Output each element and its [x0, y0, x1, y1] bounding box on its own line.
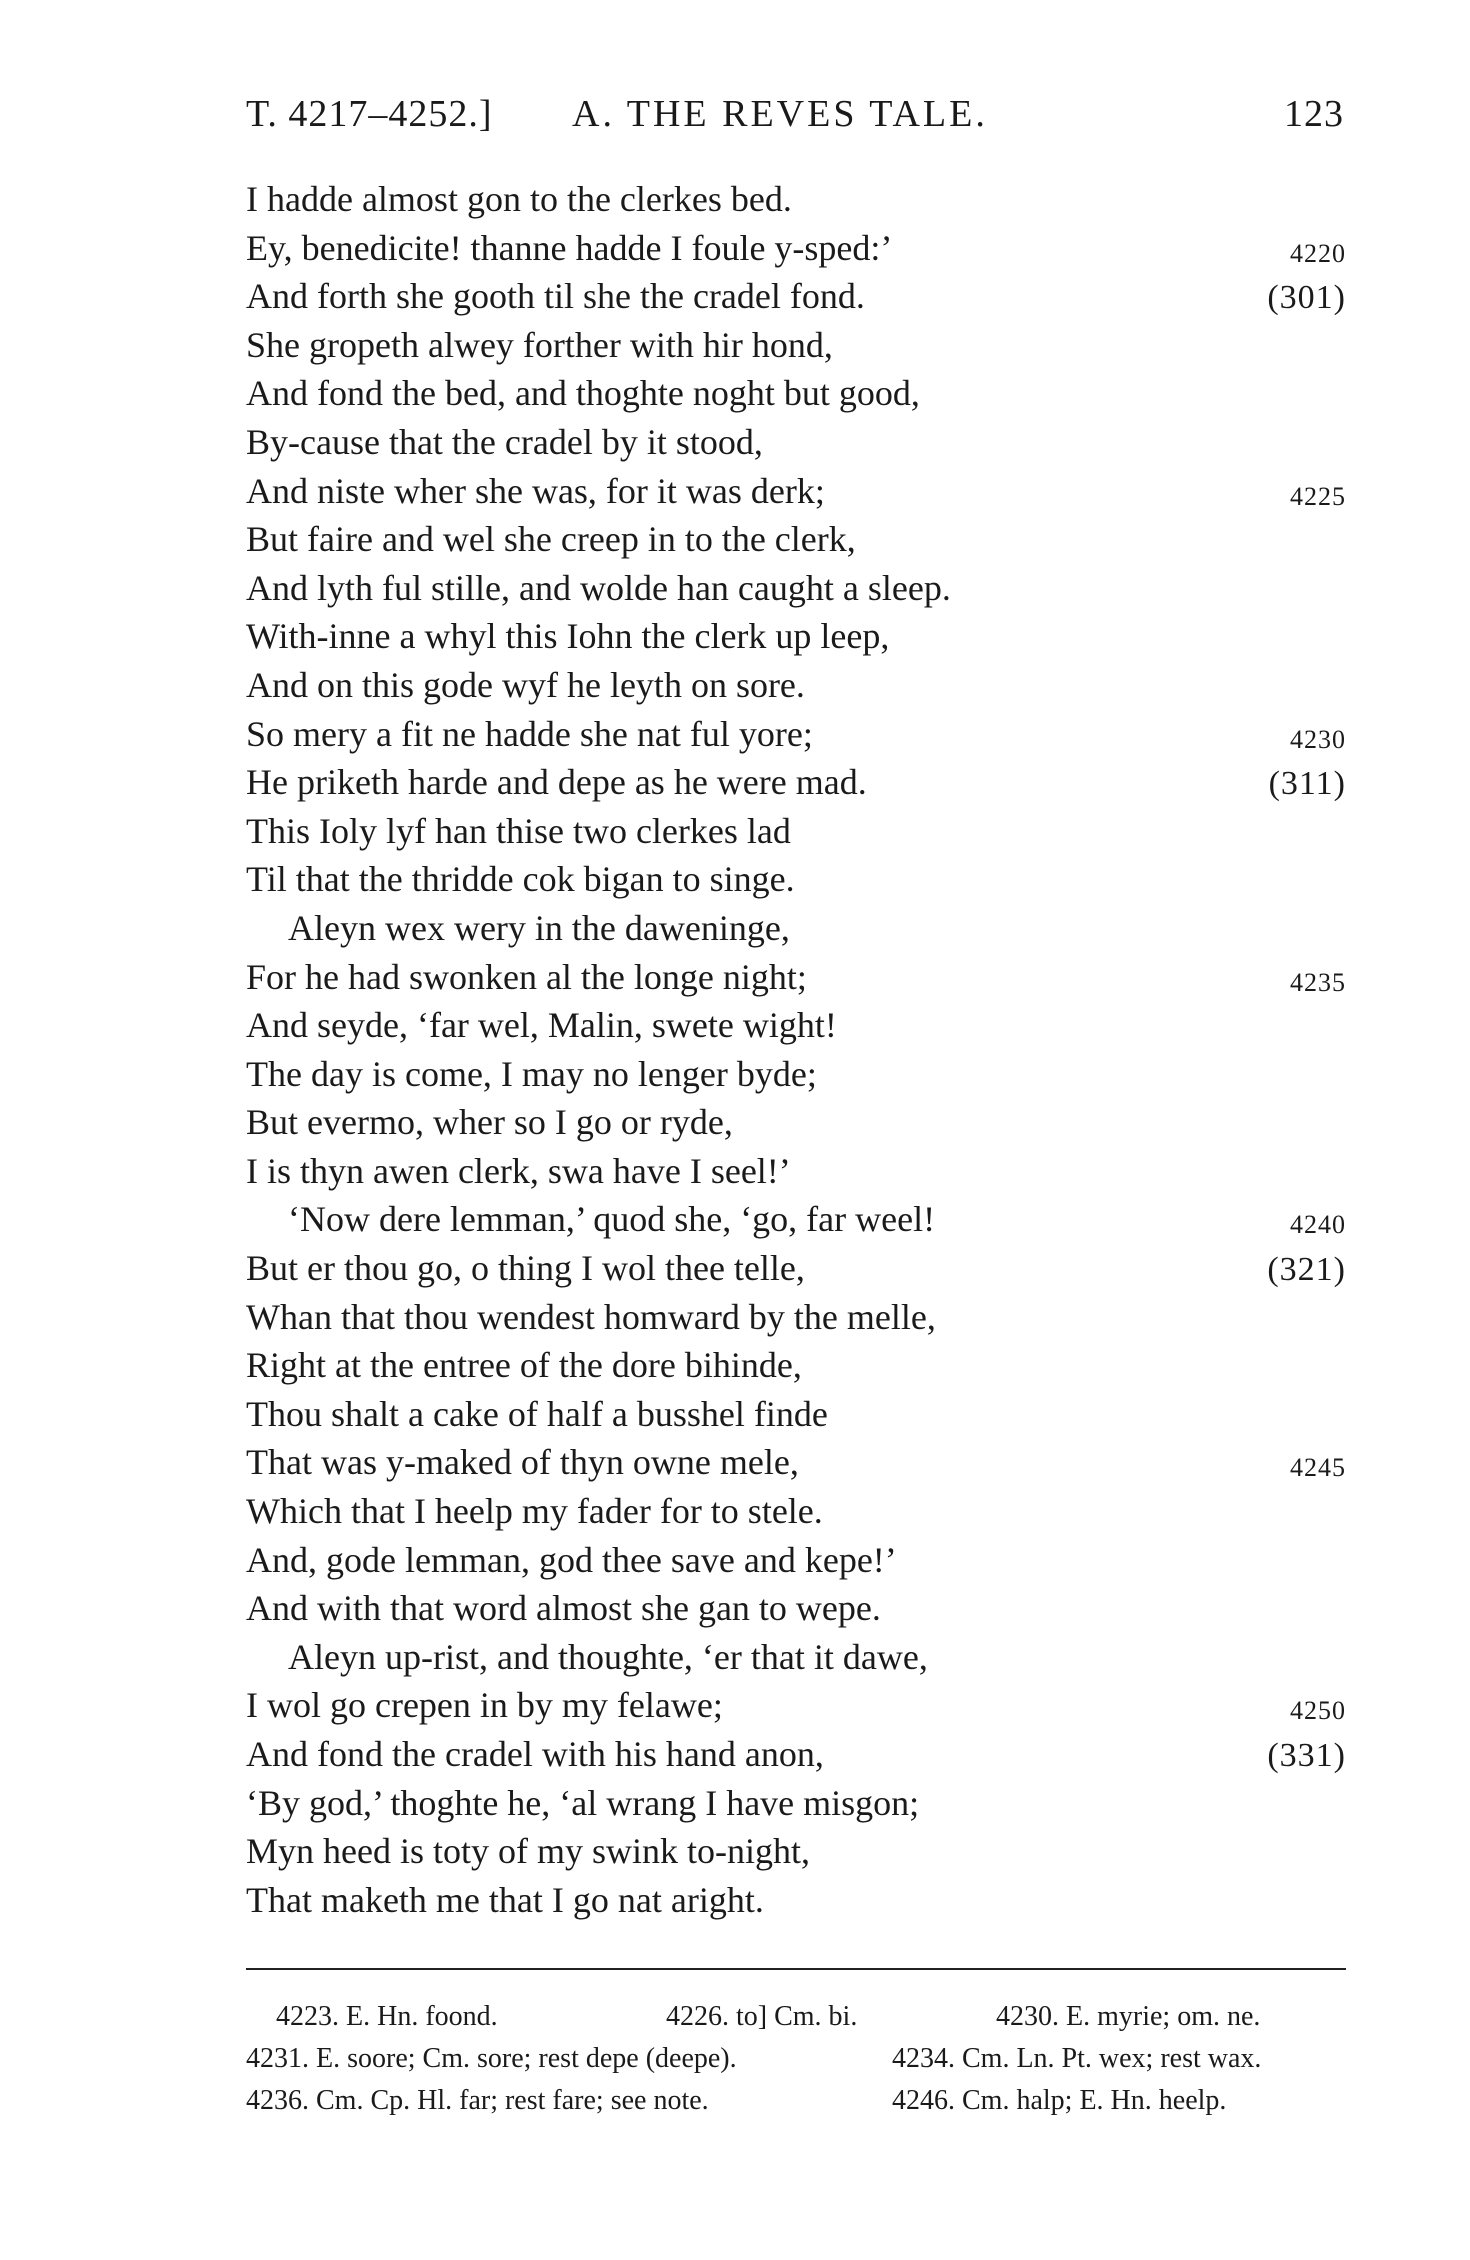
verse-line: [246, 1195, 1346, 1244]
footnote-row: [246, 2038, 1346, 2080]
verse-line: [246, 904, 1346, 953]
line-number: 4245: [1290, 1453, 1346, 1483]
verse-text: Til that the thridde cok bigan to singe.: [246, 859, 795, 900]
verse-text: But er thou go, o thing I wol thee telle,: [246, 1248, 805, 1289]
verse-text: And on this gode wyf he leyth on sore.: [246, 664, 805, 705]
footnote-row: [246, 2080, 1346, 2122]
verse-text: But faire and wel she creep in to the clerk,: [246, 519, 856, 560]
verse-line: [246, 515, 1346, 564]
header-title: A. THE REVES TALE.: [572, 93, 988, 135]
verse-line: [246, 1293, 1346, 1342]
footnote: 4230. E. myrie; om. ne.: [996, 2001, 1261, 2032]
verse-line: [246, 1827, 1346, 1876]
verse-line: [246, 1633, 1346, 1682]
verse-text: ‘By god,’ thoghte he, ‘al wrang I have misgon;: [246, 1782, 920, 1823]
verse-text: And forth she gooth til she the cradel fond.: [246, 276, 865, 317]
verse-text: The day is come, I may no lenger byde;: [246, 1053, 817, 1094]
section-line-number: (321): [1267, 1251, 1346, 1289]
verse-text: And seyde, ‘far wel, Malin, swete wight!: [246, 1005, 837, 1046]
verse-line: [246, 1730, 1346, 1779]
verse-line: [246, 1390, 1346, 1439]
section-line-number: (301): [1267, 279, 1346, 317]
verse-line: [246, 758, 1346, 807]
page-number: 123: [1284, 93, 1344, 135]
verse-text: So mery a fit ne hadde she nat ful yore;: [246, 713, 813, 754]
verse-line: [246, 855, 1346, 904]
verse-line: [246, 1001, 1346, 1050]
verse-text: And fond the bed, and thoghte noght but good,: [246, 373, 920, 414]
footnote: 4231. E. soore; Cm. sore; rest depe (deepe).: [246, 2043, 737, 2074]
verse-line: [246, 1681, 1346, 1730]
verse-line: [246, 1779, 1346, 1828]
verse-line: [246, 272, 1346, 321]
verse-text: ‘Now dere lemman,’ quod she, ‘go, far weel!: [288, 1199, 936, 1240]
footnote-row: [246, 1996, 1346, 2038]
footnote-divider: [246, 1968, 1346, 1970]
line-number: 4230: [1290, 724, 1346, 754]
verse-text: Right at the entree of the dore bihinde,: [246, 1345, 802, 1386]
section-line-number: (331): [1267, 1737, 1346, 1774]
verse-line: [246, 661, 1346, 710]
verse-line: [246, 1536, 1346, 1585]
verse-text: I is thyn awen clerk, swa have I seel!’: [246, 1150, 791, 1191]
line-number: 4225: [1290, 481, 1346, 511]
verse-line: [246, 1341, 1346, 1390]
verse-line: [246, 224, 1346, 273]
footnote: 4236. Cm. Cp. Hl. far; rest fare; see note.: [246, 2085, 709, 2116]
verse-line: [246, 1487, 1346, 1536]
verse-line: [246, 564, 1346, 613]
verse-text: That was y-maked of thyn owne mele,: [246, 1442, 799, 1483]
verse-line: [246, 807, 1346, 856]
footnote: 4223. E. Hn. foond.: [276, 2001, 498, 2032]
header-line-range: T. 4217–4252.]: [246, 93, 493, 135]
running-header: [246, 92, 1344, 140]
line-number: 4250: [1290, 1696, 1346, 1726]
verse-text: And with that word almost she gan to wepe.: [246, 1588, 881, 1629]
verse-text: That maketh me that I go nat aright.: [246, 1879, 764, 1920]
line-number: 4240: [1290, 1210, 1346, 1240]
verse-text: And lyth ful stille, and wolde han caught a sleep.: [246, 567, 951, 608]
verse-text: Myn heed is toty of my swink to-night,: [246, 1831, 810, 1872]
verse-line: [246, 1098, 1346, 1147]
verse-text: She gropeth alwey forther with hir hond,: [246, 324, 833, 365]
verse-line: [246, 710, 1346, 759]
verse-line: [246, 953, 1346, 1002]
verse-line: [246, 321, 1346, 370]
verse-text: He priketh harde and depe as he were mad.: [246, 762, 867, 803]
verse-line: [246, 1147, 1346, 1196]
footnotes: [246, 1996, 1346, 2122]
line-number: 4220: [1290, 238, 1346, 268]
verse-text: Thou shalt a cake of half a busshel finde: [246, 1393, 828, 1434]
footnote: 4246. Cm. halp; E. Hn. heelp.: [892, 2085, 1227, 2116]
verse-text: Aleyn up-rist, and thoughte, ‘er that it dawe,: [288, 1636, 928, 1677]
verse-text: And niste wher she was, for it was derk;: [246, 470, 825, 511]
verse-line: [246, 1876, 1346, 1925]
verse-text: Aleyn wex wery in the daweninge,: [288, 907, 790, 948]
verse-text: Whan that thou wendest homward by the melle,: [246, 1296, 936, 1337]
verse-text: This Ioly lyf han thise two clerkes lad: [246, 810, 791, 851]
verse-text: With-inne a whyl this Iohn the clerk up leep,: [246, 616, 890, 657]
verse-text: And, gode lemman, god thee save and kepe!’: [246, 1539, 897, 1580]
verse-line: [246, 369, 1346, 418]
verse-line: [246, 175, 1346, 224]
verse-line: [246, 467, 1346, 516]
verse-text: Which that I heelp my fader for to stele.: [246, 1491, 823, 1532]
verse-line: [246, 1050, 1346, 1099]
verse-line: [246, 418, 1346, 467]
verse-line: [246, 1244, 1346, 1293]
verse-line: [246, 1438, 1346, 1487]
verse-text: I wol go crepen in by my felawe;: [246, 1685, 723, 1726]
verse-text: For he had swonken al the longe night;: [246, 956, 807, 997]
verse-text: I hadde almost gon to the clerkes bed.: [246, 179, 792, 219]
poem-text: [246, 175, 1346, 1924]
verse-text: And fond the cradel with his hand anon,: [246, 1734, 824, 1774]
verse-text: By-cause that the cradel by it stood,: [246, 421, 763, 462]
verse-line: [246, 612, 1346, 661]
verse-text: But evermo, wher so I go or ryde,: [246, 1102, 733, 1143]
line-number: 4235: [1290, 967, 1346, 997]
verse-line: [246, 1584, 1346, 1633]
footnote: 4234. Cm. Ln. Pt. wex; rest wax.: [892, 2043, 1262, 2074]
section-line-number: (311): [1268, 765, 1346, 803]
footnote: 4226. to] Cm. bi.: [666, 2001, 858, 2032]
verse-text: Ey, benedicite! thanne hadde I foule y-sped:’: [246, 227, 893, 268]
